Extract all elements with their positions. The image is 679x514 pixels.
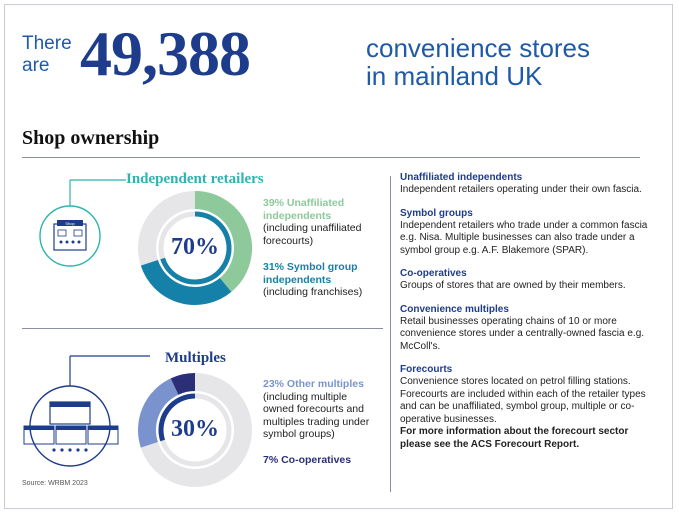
independent-stat-2: [263, 261, 378, 299]
stat-cooperatives-head: 7% Co-operatives: [263, 454, 352, 466]
stat-other-multiples-head: 23% Other multiples: [263, 378, 364, 390]
header-are: are: [22, 55, 50, 76]
header-there: There: [22, 33, 72, 54]
independent-stat-1: [263, 197, 373, 247]
source-note: Source: WRBM 2023: [22, 480, 88, 487]
definition-text: Independent retailers operating under their own fascia.: [400, 184, 642, 195]
store-chain-icon: [20, 350, 150, 470]
definition-symbol-groups: [400, 208, 650, 258]
stat-unaffiliated-body: (including unaffiliated forecourts): [263, 222, 362, 247]
definition-unaffiliated: [400, 172, 650, 197]
definitions-list: [400, 172, 650, 451]
header-line2: in mainland UK: [366, 61, 543, 91]
definition-convenience-multiples: [400, 304, 650, 354]
stat-symbol-head: 31% Symbol group independents: [263, 261, 358, 286]
multiples-stat-2: [263, 454, 378, 467]
definition-text: Retail businesses operating chains of 10 or more convenience stores under a centrally-owned fascia e.g. McColl's.: [400, 315, 645, 352]
multiples-percent: 30%: [171, 416, 219, 442]
section-divider: [22, 157, 640, 158]
store-count: 49,388: [80, 18, 250, 89]
middle-divider: [22, 328, 383, 329]
shop-icon-sign: Shop: [65, 221, 75, 226]
definition-forecourts: [400, 364, 650, 451]
stat-other-multiples-body: (including multiple owned forecourts and multiples trading under symbol groups): [263, 390, 370, 440]
definition-heading: Convenience multiples: [400, 303, 509, 315]
definition-text: Convenience stores located on petrol filling stations. Forecourts are included within each of the retailer types and can be unaffiliated, symbol group, multiple or co-operative businesses.: [400, 376, 646, 425]
multiples-stat-1: [263, 378, 378, 441]
forecourt-report-note: For more information about the forecourt sector please see the ACS Forecourt Report.: [400, 426, 629, 450]
multiples-title: Multiples: [165, 350, 226, 366]
definition-heading: Co-operatives: [400, 268, 467, 279]
independent-title: Independent retailers: [126, 171, 264, 187]
header-line1: convenience stores: [366, 33, 591, 63]
definition-heading: Unaffiliated independents: [400, 172, 523, 183]
definition-heading: Forecourts: [400, 364, 453, 375]
stat-unaffiliated-head: 39% Unaffiliated independents: [263, 197, 345, 222]
shop-icon: [30, 172, 130, 272]
independent-percent: 70%: [171, 234, 219, 260]
definition-co-operatives: [400, 268, 650, 293]
definition-text: Groups of stores that are owned by their members.: [400, 280, 626, 291]
definition-heading: Symbol groups: [400, 207, 473, 219]
section-title: Shop ownership: [22, 127, 160, 149]
stat-symbol-body: (including franchises): [263, 286, 363, 298]
donut-segment-cooperatives: [175, 382, 195, 387]
definition-text: Independent retailers who trade under a common fascia e.g. Nisa. Multiple businesses can also trade under a symbol group e.g. A.F. Blakemore (SPAR).: [400, 219, 648, 256]
column-divider: [390, 176, 391, 492]
